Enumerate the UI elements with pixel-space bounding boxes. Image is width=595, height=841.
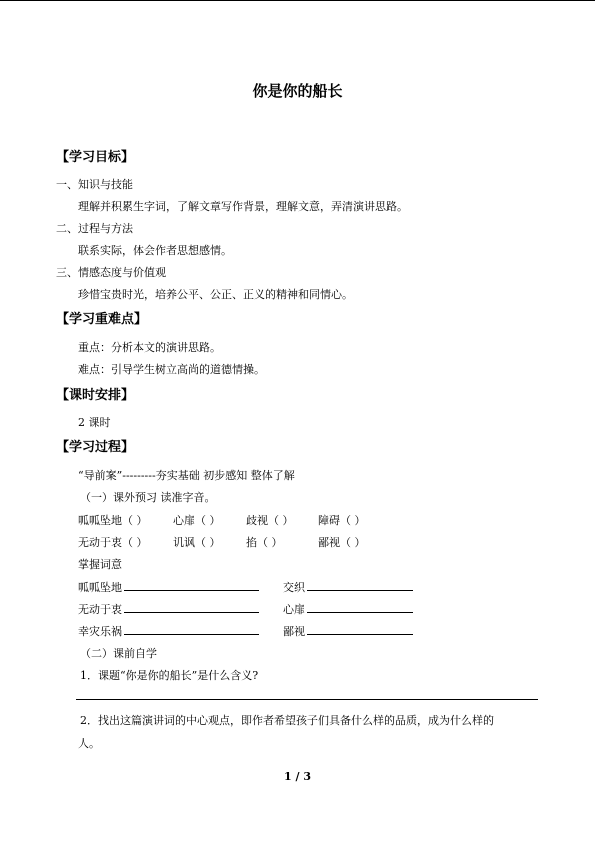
vocab-row — [283, 623, 413, 639]
vocab-row — [283, 601, 413, 617]
vocab-word: 鄙视 — [283, 625, 305, 638]
goal-label-3: 三、情感态度与价值观 — [56, 266, 166, 279]
answer-line[interactable] — [76, 699, 538, 700]
process-intro: “导前案”---------夯实基础 初步感知 整体了解 — [78, 469, 295, 482]
vocab-row — [78, 601, 259, 617]
goal-text-1: 理解并积累生字词，了解文章写作背景，理解文意，弄清演讲思路。 — [78, 200, 408, 213]
answer-line[interactable] — [124, 602, 259, 613]
question-2-line-1: 2．找出这篇演讲词的中心观点，即作者希望孩子们具备什么样的品质，成为什么样的 — [80, 714, 494, 727]
keypoint-text: 重点：分析本文的演讲思路。 — [78, 341, 221, 354]
pinyin-item: 障碍（ ） — [318, 514, 366, 527]
vocab-title: 掌握词意 — [78, 558, 122, 571]
vocab-row — [78, 579, 259, 595]
question-2-line-2: 人。 — [78, 737, 100, 750]
pinyin-item: 鄙视（ ） — [318, 536, 366, 549]
goal-text-2: 联系实际，体会作者思想感情。 — [78, 244, 232, 257]
vocab-word: 交织 — [283, 581, 305, 594]
vocab-word: 无动于衷 — [78, 603, 122, 616]
answer-line[interactable] — [124, 580, 259, 591]
answer-line[interactable] — [307, 580, 413, 591]
pinyin-item: 呱呱坠地（ ） — [78, 514, 148, 527]
vocab-row — [283, 579, 413, 595]
heading-schedule: 【课时安排】 — [56, 388, 135, 403]
answer-line[interactable] — [124, 624, 259, 635]
heading-keypoints: 【学习重难点】 — [56, 312, 148, 327]
answer-line[interactable] — [307, 602, 413, 613]
part2-title: （二）课前自学 — [80, 647, 157, 660]
part1-title: （一）课外预习 读准字音。 — [80, 491, 216, 504]
top-rule — [0, 0, 595, 1]
goal-text-3: 珍惜宝贵时光，培养公平、公正、正义的精神和同情心。 — [78, 288, 353, 301]
goal-label-2: 二、过程与方法 — [56, 222, 133, 235]
page-title: 你是你的船长 — [252, 82, 343, 100]
heading-goals: 【学习目标】 — [56, 150, 135, 165]
pinyin-item: 心扉（ ） — [173, 514, 221, 527]
question-1: 1．课题“你是你的船长”是什么含义? — [80, 669, 259, 682]
answer-line[interactable] — [307, 624, 413, 635]
schedule-text: 2 课时 — [78, 416, 111, 429]
pinyin-item: 掐（ ） — [246, 536, 283, 549]
vocab-word: 幸灾乐祸 — [78, 625, 122, 638]
vocab-word: 呱呱坠地 — [78, 581, 122, 594]
heading-process: 【学习过程】 — [56, 440, 135, 455]
pinyin-item: 讥讽（ ） — [173, 536, 221, 549]
difficulty-text: 难点：引导学生树立高尚的道德情操。 — [78, 363, 265, 376]
goal-label-1: 一、知识与技能 — [56, 178, 133, 191]
vocab-row — [78, 623, 259, 639]
page-number: 1 / 3 — [284, 770, 311, 783]
vocab-word: 心扉 — [283, 603, 305, 616]
pinyin-item: 无动于衷（ ） — [78, 536, 148, 549]
pinyin-item: 歧视（ ） — [246, 514, 294, 527]
